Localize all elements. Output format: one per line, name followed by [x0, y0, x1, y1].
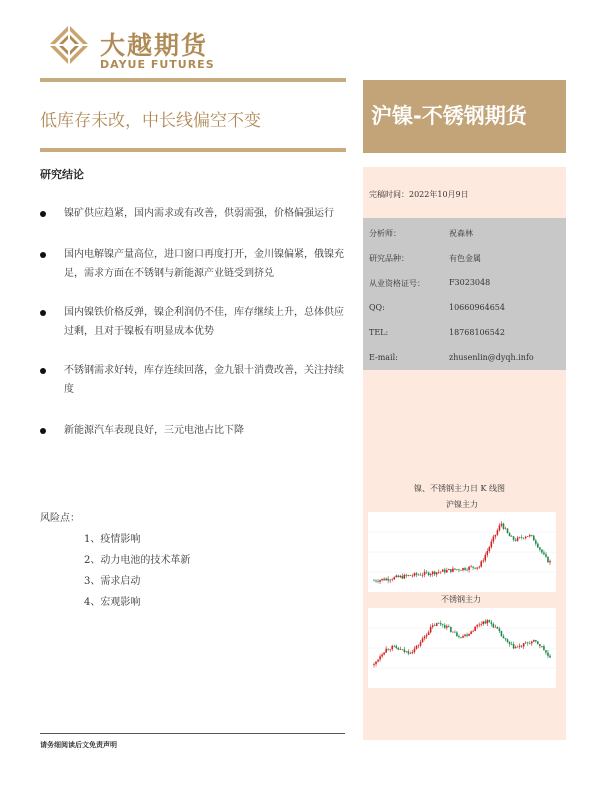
candle-body [416, 646, 418, 649]
disclaimer-note: 请务细阅读后文免责声明 [40, 741, 117, 749]
candle-body [430, 574, 432, 575]
candle-body [452, 632, 454, 633]
candle-body [387, 579, 389, 581]
candle-body [420, 642, 422, 645]
candle-body [478, 625, 480, 626]
risk-title: 风险点： [40, 513, 80, 524]
candle-body [438, 623, 440, 624]
candle-body [375, 581, 377, 582]
candle-body [472, 631, 474, 632]
candle-body [379, 656, 381, 659]
candle-body [406, 575, 408, 576]
candle-body [399, 649, 401, 650]
candle-body [511, 644, 513, 645]
candle-body [420, 575, 422, 576]
candle-body [468, 567, 470, 570]
candle-body [444, 625, 446, 628]
candle-body [505, 638, 507, 639]
candle-body [513, 536, 515, 539]
candle-body [393, 577, 395, 579]
candle-body [436, 623, 438, 626]
bullet-icon [40, 310, 46, 316]
candle-body [383, 653, 385, 655]
candle-body [513, 644, 515, 648]
candle-body [389, 649, 391, 650]
candle-body [395, 576, 397, 578]
candle-body [521, 646, 523, 647]
candle-body [454, 632, 456, 633]
candle-body [535, 640, 537, 641]
candle-body [470, 567, 472, 568]
candle-body [416, 573, 418, 575]
candle-body [432, 572, 434, 574]
candle-body [493, 624, 495, 627]
candle-body [446, 570, 448, 572]
candle-body [383, 579, 385, 580]
list-item: 不锈钢需求好转，库存连续回落，金九银十消费改善，关注持续度 [40, 361, 350, 399]
candle-body [527, 643, 529, 644]
list-item: 新能源汽车表现良好，三元电池占比下降 [40, 421, 350, 440]
risk-list [84, 529, 190, 613]
candle-body [450, 569, 452, 572]
candle-body [458, 636, 460, 637]
candle-body [531, 641, 533, 643]
candle-body [389, 580, 391, 581]
candle-body [432, 625, 434, 627]
footer-divider [40, 733, 345, 734]
list-item: 4、宏观影响 [84, 597, 141, 608]
bullet-icon [40, 252, 46, 258]
candle-body [539, 644, 541, 646]
candle-body [515, 647, 517, 648]
candle-body [486, 551, 488, 555]
candle-body [381, 655, 383, 657]
conclusion-list [40, 204, 350, 462]
candle-body [523, 643, 525, 646]
candle-body [391, 579, 393, 580]
candle-body [517, 647, 519, 648]
candle-body [448, 626, 450, 627]
candle-body [501, 524, 503, 526]
candle-body [428, 632, 430, 635]
candle-body [412, 652, 414, 653]
candle-body [523, 538, 525, 539]
candle-body [519, 537, 521, 538]
candle-body [426, 635, 428, 636]
candle-body [446, 626, 448, 628]
list-item: 2、动力电池的技术革新 [84, 555, 191, 566]
candle-body [499, 629, 501, 631]
product-title-box [363, 80, 566, 153]
candle-body [531, 535, 533, 536]
candle-body [507, 529, 509, 533]
bullet-icon [40, 428, 46, 434]
candle-body [543, 646, 545, 650]
candle-body [489, 547, 491, 551]
candle-body [491, 542, 493, 548]
candle-body [458, 569, 460, 570]
candle-body [448, 569, 450, 570]
candle-body [408, 651, 410, 653]
candle-body [462, 568, 464, 570]
candle-body [501, 631, 503, 636]
candle-body [402, 649, 404, 650]
candle-body [537, 544, 539, 548]
candle-body [408, 575, 410, 576]
candle-body [466, 635, 468, 636]
candle-body [402, 576, 404, 579]
candle-body [410, 575, 412, 576]
candle-body [509, 533, 511, 536]
candle-body [511, 536, 513, 537]
candle-body [525, 537, 527, 538]
candle-body [412, 576, 414, 577]
candle-body [529, 535, 531, 536]
completion-time: 完稿时间：2022年10月9日 [369, 190, 469, 199]
candle-body [379, 580, 381, 582]
candle-body [519, 646, 521, 647]
candle-body [515, 540, 517, 541]
candle-body [428, 572, 430, 575]
candle-body [529, 643, 531, 644]
candle-body [387, 649, 389, 650]
candle-body [450, 627, 452, 632]
list-item: 国内电解镍产量高位，进口窗口再度打开，金川镍偏紧，俄镍充足，需求方面在不锈钢与新能源产业链受到挤兑 [40, 245, 350, 283]
candle-body [442, 570, 444, 572]
candle-body [466, 570, 468, 571]
bullet-icon [40, 211, 46, 217]
candle-body [497, 627, 499, 629]
candle-body [434, 625, 436, 626]
candle-body [503, 524, 505, 529]
candle-body [545, 554, 547, 557]
candle-body [397, 648, 399, 650]
candle-body [482, 621, 484, 624]
candle-body [414, 649, 416, 652]
candle-body [535, 541, 537, 544]
candle-body [517, 538, 519, 541]
nickel-kline-chart [368, 512, 556, 592]
candle-body [418, 575, 420, 576]
candle-body [456, 569, 458, 570]
candle-body [444, 570, 446, 573]
candle-body [462, 636, 464, 638]
candle-body [547, 557, 549, 563]
candle-body [497, 530, 499, 535]
candle-body [495, 627, 497, 628]
candle-body [470, 632, 472, 634]
candle-body [547, 653, 549, 656]
section-title: 研究结论 [40, 168, 84, 181]
candle-body [393, 646, 395, 647]
candle-body [493, 537, 495, 542]
candle-body [418, 646, 420, 647]
candle-body [472, 567, 474, 568]
candle-body [533, 640, 535, 641]
candle-body [397, 576, 399, 578]
candle-body [442, 624, 444, 625]
candle-body [430, 627, 432, 632]
candle-body [440, 572, 442, 573]
candle-body [480, 561, 482, 566]
candle-body [482, 561, 484, 562]
candle-body [474, 627, 476, 631]
candle-body [489, 620, 491, 622]
diamond-logo-icon [48, 24, 90, 66]
candle-body [521, 537, 523, 538]
candle-body [438, 572, 440, 573]
candle-body [539, 547, 541, 549]
candle-body [491, 622, 493, 624]
candle-body [543, 553, 545, 555]
list-item: 3、需求启动 [84, 576, 141, 587]
candle-body [404, 575, 406, 579]
candle-body [422, 575, 424, 576]
candle-body [549, 561, 551, 562]
logo-english-name: DAYUE FUTURES [100, 58, 215, 71]
candle-body [537, 641, 539, 644]
candle-body [464, 568, 466, 570]
candle-body [422, 638, 424, 642]
candle-body [373, 581, 375, 582]
candle-body [460, 570, 462, 571]
candle-body [476, 625, 478, 627]
candle-body [424, 636, 426, 638]
candle-body [484, 621, 486, 623]
company-logo [48, 24, 228, 74]
candle-body [385, 579, 387, 581]
headline-divider [40, 148, 346, 152]
bullet-icon [40, 368, 46, 374]
candle-body [424, 572, 426, 575]
candle-body [527, 536, 529, 537]
list-item: 国内镍铁价格反弹，镍企利润仍不佳，库存继续上升，总体供应过剩，且对于镍板有明显成本优势 [40, 303, 350, 341]
candle-body [541, 646, 543, 647]
candle-body [440, 623, 442, 624]
logo-chinese-name: 大越期货 [100, 31, 209, 60]
candle-body [545, 650, 547, 652]
top-divider [40, 78, 346, 82]
candle-body [549, 656, 551, 658]
candle-body [541, 550, 543, 553]
candle-body [495, 535, 497, 537]
list-item: 1、疫情影响 [84, 534, 141, 545]
candle-body [373, 664, 375, 665]
candle-body [533, 536, 535, 541]
candle-body [452, 569, 454, 572]
candle-body [404, 649, 406, 652]
chart-caption: 镍、不锈钢主力日 K 线图 [414, 484, 506, 493]
nickel-chart-title: 沪镍主力 [446, 500, 478, 509]
candle-body [505, 529, 507, 530]
candle-body [426, 572, 428, 573]
stainless-kline-chart [368, 608, 556, 688]
candle-body [509, 642, 511, 644]
candle-body [395, 646, 397, 648]
candle-body [399, 576, 401, 577]
candle-body [460, 637, 462, 638]
steel-chart-title: 不锈钢主力 [441, 595, 481, 604]
candle-body [391, 646, 393, 649]
candle-body [377, 659, 379, 661]
candle-body [484, 555, 486, 561]
candle-body [507, 639, 509, 642]
candle-body [414, 573, 416, 575]
candle-body [525, 643, 527, 644]
candle-body [464, 635, 466, 636]
candle-body [478, 567, 480, 568]
candle-body [499, 525, 501, 530]
candle-body [434, 572, 436, 575]
analyst-info-box: 分析师： 祝森林 研究品种： 有色金属 从业资格证号： F3023048 QQ: 10660964654 TEL: 18768106542 E-mail: zhusenlin@dyqh.info [363, 218, 566, 370]
list-item: 镍矿供应趋紧，国内需求或有改善，供弱需强，价格偏强运行 [40, 204, 350, 223]
candle-body [410, 653, 412, 654]
candle-body [468, 634, 470, 636]
candle-body [377, 581, 379, 582]
candle-body [503, 636, 505, 638]
candle-body [436, 572, 438, 574]
candle-body [406, 651, 408, 652]
candle-body [480, 624, 482, 625]
candle-body [375, 662, 377, 665]
candle-body [486, 620, 488, 623]
candle-body [454, 569, 456, 570]
candle-body [476, 567, 478, 568]
candle-body [381, 579, 383, 580]
page-headline: 低库存未改，中长线偏空不变 [40, 111, 261, 131]
candle-body [456, 632, 458, 636]
candle-body [385, 649, 387, 653]
candle-body [474, 568, 476, 569]
product-title: 沪镍-不锈钢期货 [371, 104, 527, 128]
